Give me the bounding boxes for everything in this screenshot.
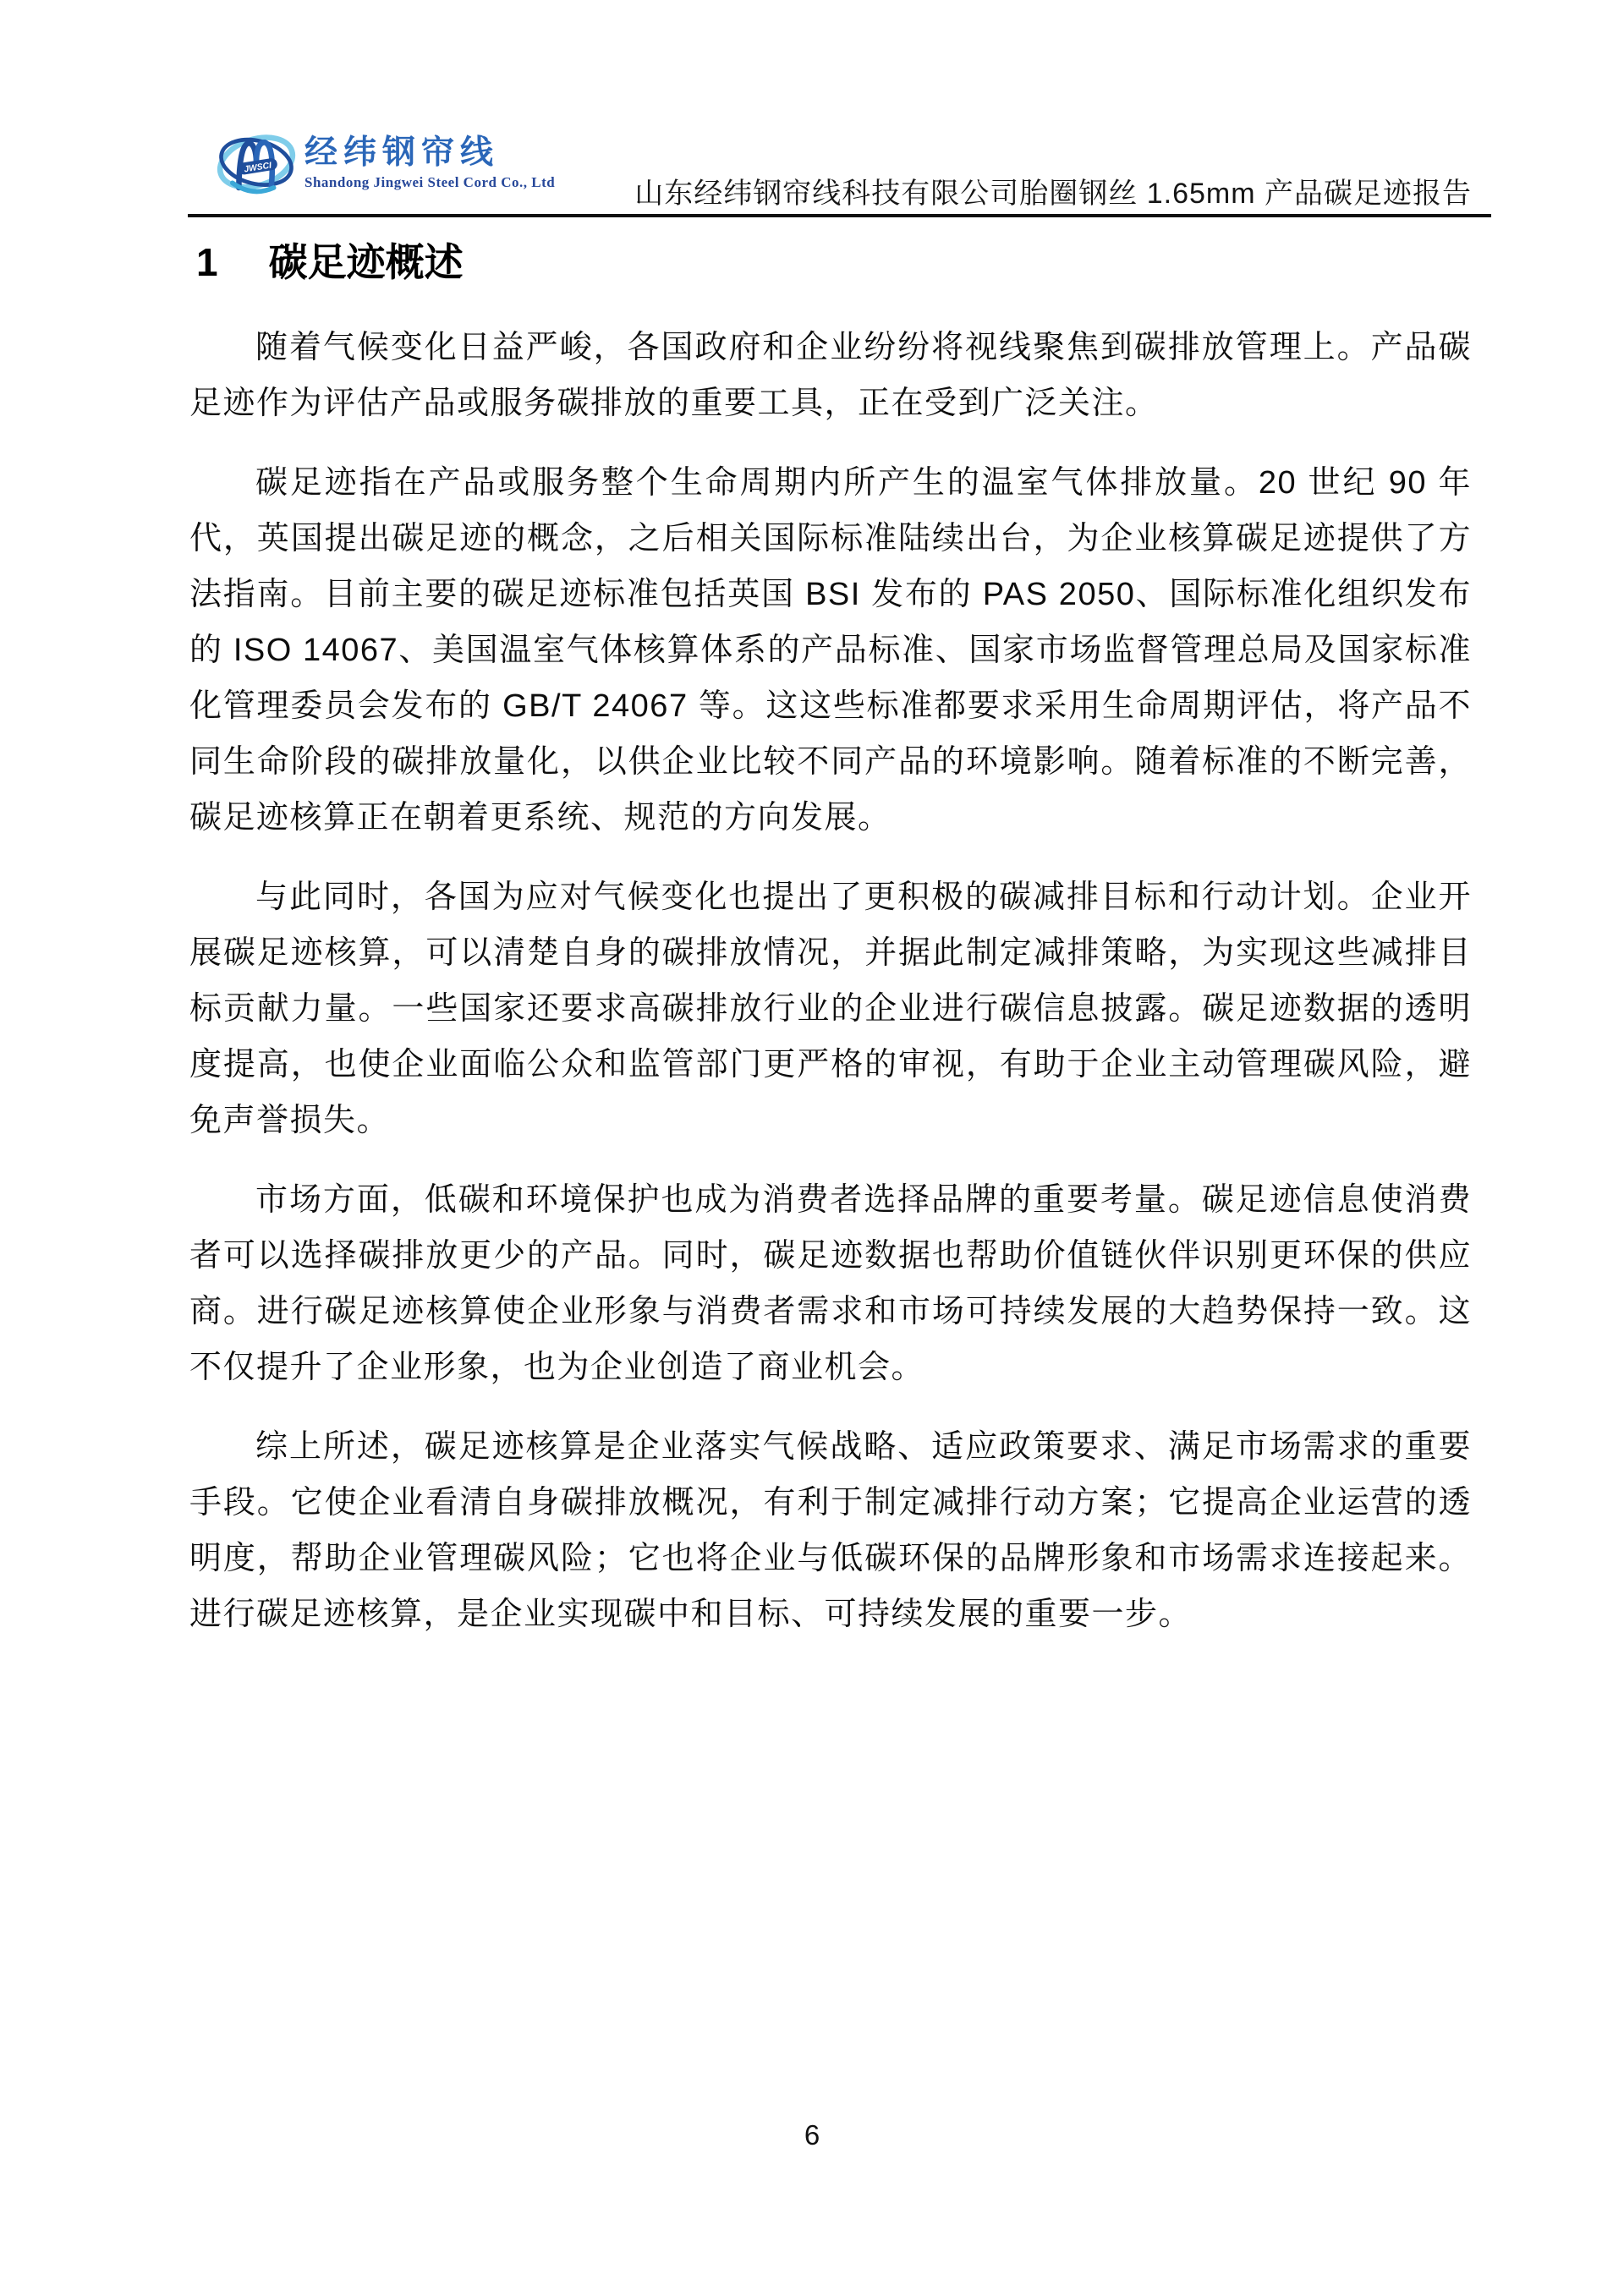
paragraph: 随着气候变化日益严峻，各国政府和企业纷纷将视线聚焦到碳排放管理上。产品碳足迹作为评估产品或服务碳排放的重要工具，正在受到广泛关注。	[189, 330, 1472, 421]
globe-logo-icon	[217, 121, 296, 200]
section-content	[189, 320, 1472, 1642]
document-body	[189, 237, 1472, 1642]
logo-text	[304, 121, 555, 191]
page-number: 6	[804, 2119, 820, 2151]
company-logo	[217, 121, 555, 200]
logo-acronym: JWSCI	[243, 161, 272, 175]
section-heading	[189, 237, 1472, 288]
paragraph: 与此同时，各国为应对气候变化也提出了更积极的碳减排目标和行动计划。企业开展碳足迹核算，可以清楚自身的碳排放情况，并据此制定减排策略，为实现这些减排目标贡献力量。一些国家还要求高碳排放行业的企业进行碳信息披露。碳足迹数据的透明度提高，也使企业面临公众和监管部门更严格的审视，有助于企业主动管理碳风险，避免声誉损失。	[189, 879, 1472, 1138]
logo-name-english: Shandong Jingwei Steel Cord Co., Ltd	[304, 174, 556, 190]
paragraph: 市场方面，低碳和环境保护也成为消费者选择品牌的重要考量。碳足迹信息使消费者可以选择碳排放更少的产品。同时，碳足迹数据也帮助价值链伙伴识别更环保的供应商。进行碳足迹核算使企业形象与消费者需求和市场可持续发展的大趋势保持一致。这不仅提升了企业形象，也为企业创造了商业机会。	[189, 1182, 1472, 1385]
paragraph: 碳足迹指在产品或服务整个生命周期内所产生的温室气体排放量。20 世纪 90 年代，英国提出碳足迹的概念，之后相关国际标准陆续出台，为企业核算碳足迹提供了方法指南。目前主要的碳足迹标准包括英国 BSI 发布的 PAS 2050、国际标准化组织发布的 ISO 14067、美国温室气体核算体系的产品标准、国家市场监督管理总局及国家标准化管理委员会发布的 GB/T 24067 等。这这些标准都要求采用生命周期评估，将产品不同生命阶段的碳排放量化，以供企业比较不同产品的环境影响。随着标准的不断完善，碳足迹核算正在朝着更系统、规范的方向发展。	[189, 465, 1472, 836]
section-number: 1	[196, 240, 218, 284]
section-title: 碳足迹概述	[268, 240, 464, 284]
paragraph: 综上所述，碳足迹核算是企业落实气候战略、适应政策要求、满足市场需求的重要手段。它使企业看清自身碳排放概况，有利于制定减排行动方案；它提高企业运营的透明度，帮助企业管理碳风险；它也将企业与低碳环保的品牌形象和市场需求连接起来。进行碳足迹核算，是企业实现碳中和目标、可持续发展的重要一步。	[189, 1429, 1472, 1632]
header-divider	[188, 214, 1491, 217]
logo-name-chinese: 经纬钢帘线	[304, 134, 500, 171]
report-header-title: 山东经纬钢帘线科技有限公司胎圈钢丝 1.65mm 产品碳足迹报告	[634, 178, 1472, 210]
